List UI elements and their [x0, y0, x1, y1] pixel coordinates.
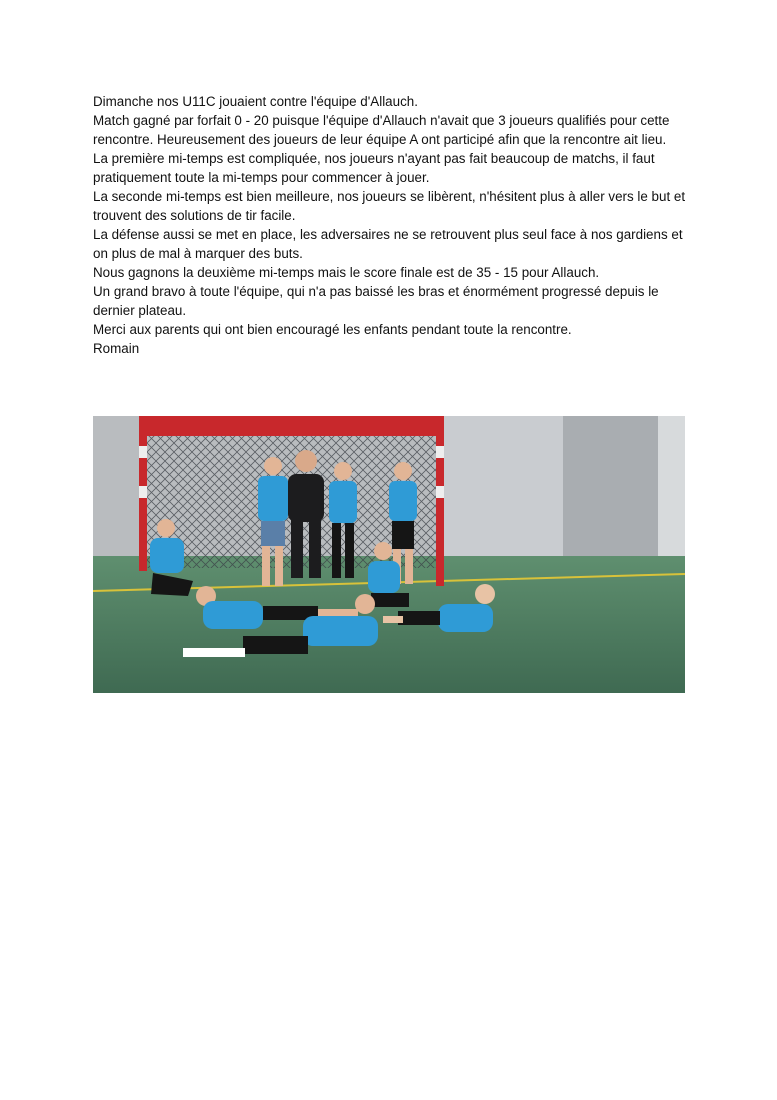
match-report [93, 92, 688, 358]
report-paragraph: Un grand bravo à toute l'équipe, qui n'a pas baissé les bras et énormément progressé depuis le dernier plateau. [93, 284, 659, 318]
report-paragraph: Match gagné par forfait 0 - 20 puisque l'équipe d'Allauch n'avait que 3 joueurs qualifiés pour cette rencontre. Heureusement des joueurs de leur équipe A ont participé afin que la rencontre ait lieu. [93, 113, 670, 147]
report-paragraph: La défense aussi se met en place, les adversaires ne se retrouvent plus seul face à nos gardiens et on plus de mal à marquer des buts. [93, 227, 683, 261]
report-paragraph: Nous gagnons la deuxième mi-temps mais le score finale est de 35 - 15 pour Allauch. [93, 265, 600, 280]
team-photo [93, 416, 685, 693]
report-paragraph: Dimanche nos U11C jouaient contre l'équipe d'Allauch. [93, 94, 418, 109]
report-paragraph: La première mi-temps est compliquée, nos joueurs n'ayant pas fait beaucoup de matchs, il faut pratiquement toute la mi-temps pour commencer à jouer. [93, 151, 655, 185]
report-paragraph: Merci aux parents qui ont bien encouragé les enfants pendant toute la rencontre. [93, 322, 572, 337]
report-signature: Romain [93, 341, 140, 356]
report-paragraph: La seconde mi-temps est bien meilleure, nos joueurs se libèrent, n'hésitent plus à aller vers le but et trouvent des solutions de tir facile. [93, 189, 686, 223]
